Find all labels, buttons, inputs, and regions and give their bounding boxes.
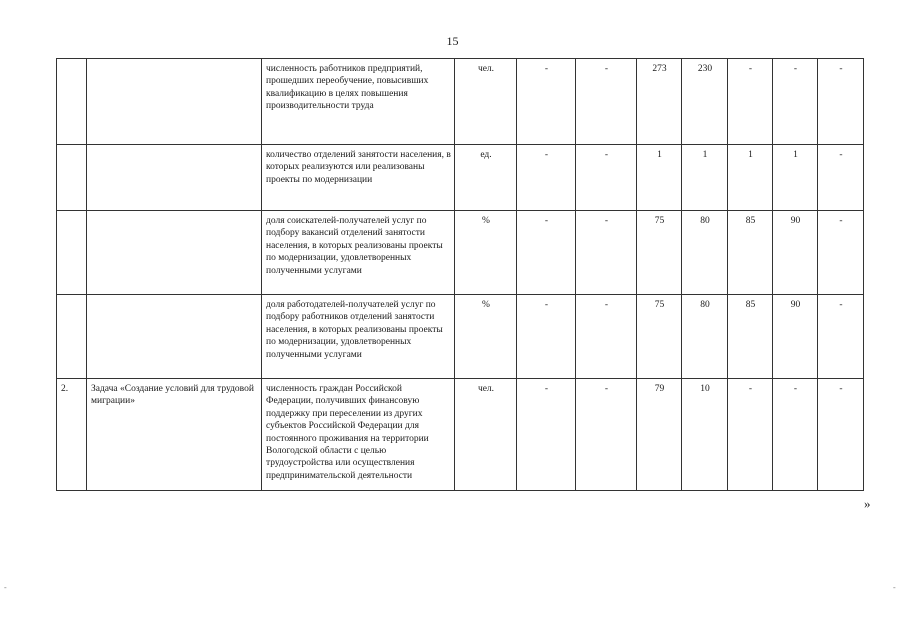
scan-edge-mark: -	[893, 583, 896, 592]
task-cell	[87, 295, 262, 379]
value-cell: 1	[682, 145, 728, 211]
row-number-cell	[57, 295, 87, 379]
value-cell: 85	[728, 211, 773, 295]
indicators-table	[56, 58, 864, 491]
value-cell: -	[818, 295, 864, 379]
indicator-cell: количество отделений занятости населения, в которых реализуются или реализованы проекты по модернизации	[262, 145, 455, 211]
table-row	[57, 145, 864, 211]
value-cell: 10	[682, 379, 728, 491]
value-cell: -	[517, 59, 576, 145]
indicator-cell: доля работодателей-получателей услуг по подбору работников отделений занятости населения, в которых реализованы проекты по модернизации, удовлетворенных полученными услугами	[262, 295, 455, 379]
indicator-cell: доля соискателей-получателей услуг по подбору вакансий отделений занятости населения, в которых реализованы проекты по модернизации, удовлетворенных полученными услугами	[262, 211, 455, 295]
value-cell: 75	[637, 211, 682, 295]
value-cell: -	[773, 59, 818, 145]
value-cell: -	[818, 211, 864, 295]
value-cell: 75	[637, 295, 682, 379]
indicator-cell: численность работников предприятий, прошедших переобучение, повысивших квалификацию в целях повышения производительности труда	[262, 59, 455, 145]
row-number-cell	[57, 145, 87, 211]
unit-cell: ед.	[455, 145, 517, 211]
value-cell: 90	[773, 211, 818, 295]
value-cell: -	[576, 211, 637, 295]
unit-cell: %	[455, 211, 517, 295]
value-cell: -	[773, 379, 818, 491]
row-number-cell	[57, 59, 87, 145]
unit-cell: чел.	[455, 379, 517, 491]
unit-cell: чел.	[455, 59, 517, 145]
task-cell	[87, 211, 262, 295]
task-cell	[87, 145, 262, 211]
table-row	[57, 211, 864, 295]
value-cell: -	[576, 379, 637, 491]
scan-edge-mark: -	[4, 583, 7, 592]
value-cell: 79	[637, 379, 682, 491]
closing-quote: »	[864, 496, 871, 511]
value-cell: -	[576, 295, 637, 379]
value-cell: -	[576, 59, 637, 145]
table-row	[57, 295, 864, 379]
value-cell: 90	[773, 295, 818, 379]
value-cell: 1	[773, 145, 818, 211]
value-cell: 230	[682, 59, 728, 145]
value-cell: 80	[682, 295, 728, 379]
row-number-cell: 2.	[57, 379, 87, 491]
value-cell: -	[517, 211, 576, 295]
page-number: 15	[446, 34, 459, 48]
value-cell: 1	[637, 145, 682, 211]
value-cell: 80	[682, 211, 728, 295]
indicator-cell: численность граждан Российской Федерации, получивших финансовую поддержку при переселении из других субъектов Российской Федерации для постоянного проживания на территории Вологодской области с целью трудоустройства или осуществления предпринимательской деятельности	[262, 379, 455, 491]
table-row	[57, 59, 864, 145]
value-cell: -	[818, 145, 864, 211]
value-cell: -	[818, 59, 864, 145]
task-cell	[87, 59, 262, 145]
value-cell: 273	[637, 59, 682, 145]
value-cell: -	[517, 295, 576, 379]
task-cell: Задача «Создание условий для трудовой миграции»	[87, 379, 262, 491]
row-number-cell	[57, 211, 87, 295]
value-cell: -	[517, 145, 576, 211]
unit-cell: %	[455, 295, 517, 379]
table-row	[57, 379, 864, 491]
value-cell: -	[728, 59, 773, 145]
value-cell: -	[818, 379, 864, 491]
value-cell: 1	[728, 145, 773, 211]
value-cell: -	[728, 379, 773, 491]
value-cell: -	[576, 145, 637, 211]
value-cell: -	[517, 379, 576, 491]
value-cell: 85	[728, 295, 773, 379]
